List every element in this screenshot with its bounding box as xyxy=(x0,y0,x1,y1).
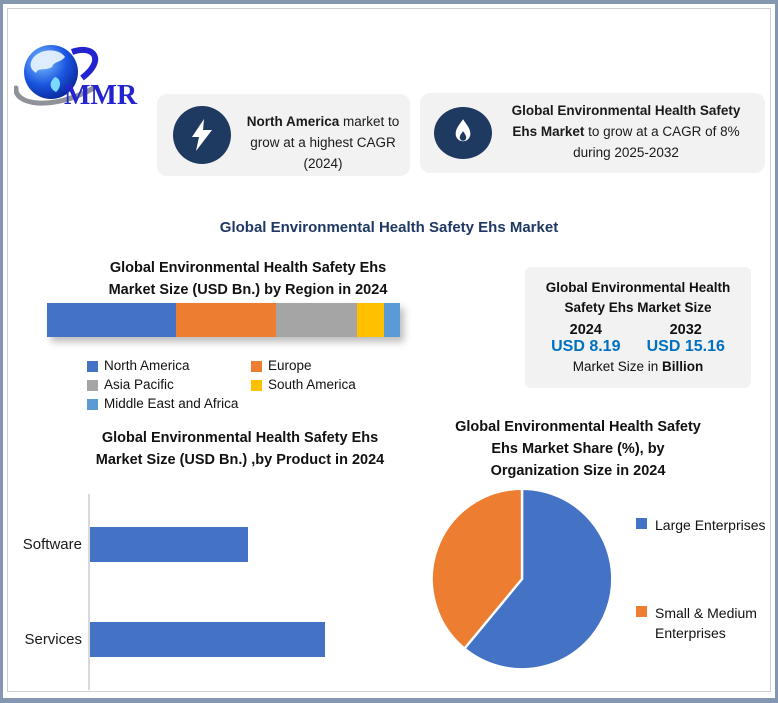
market-size-card xyxy=(525,267,751,388)
market-value-2024: USD 8.19 xyxy=(551,338,621,356)
market-size-values-row xyxy=(525,322,751,356)
footer-bold-text: Billion xyxy=(662,359,704,375)
pie-chart-title-line2: Ehs Market Share (%), by xyxy=(491,440,665,457)
legend-label: Europe xyxy=(268,358,312,373)
legend-marker xyxy=(87,380,98,391)
callout-text xyxy=(500,101,752,164)
mmr-logo xyxy=(14,36,146,110)
lightning-icon xyxy=(173,106,231,164)
pie-chart-title xyxy=(423,417,733,482)
flame-icon xyxy=(434,107,492,159)
region-stacked-bar xyxy=(47,303,400,337)
legend-label: Small & Medium Enterprises xyxy=(655,605,757,642)
market-size-title-line1: Global Environmental Health xyxy=(545,280,731,295)
frame-left xyxy=(0,0,3,703)
market-size-footer xyxy=(525,359,751,374)
callout-bold-text: North America xyxy=(246,114,340,129)
frame-bottom xyxy=(0,698,778,703)
product-bar-software xyxy=(90,527,248,562)
bar-segment-south-america xyxy=(357,303,385,337)
category-label-software: Software xyxy=(22,536,82,553)
legend-item-middle-east-africa xyxy=(87,396,251,412)
legend-marker xyxy=(87,361,98,372)
frame-top xyxy=(0,0,778,4)
product-chart-title-line2: Market Size (USD Bn.) ,by Product in 2024 xyxy=(95,451,385,468)
bar-segment-north-america xyxy=(47,303,176,337)
pie-chart-title-line1: Global Environmental Health Safety xyxy=(455,419,701,435)
footer-regular-text: Market Size in xyxy=(572,359,663,375)
legend-label: Middle East and Africa xyxy=(104,396,239,411)
legend-item-south-america xyxy=(251,377,417,393)
globe-icon xyxy=(14,36,146,110)
year-label-2024: 2024 xyxy=(569,322,602,339)
legend-label: Large Enterprises xyxy=(655,517,766,533)
product-bar-services xyxy=(90,622,325,657)
market-size-2032-col xyxy=(647,322,725,356)
product-chart-title-line1: Global Environmental Health Safety Ehs xyxy=(101,430,379,446)
callout-card-global-market xyxy=(420,93,765,173)
logo-text: MMR xyxy=(64,80,138,110)
year-label-2032: 2032 xyxy=(669,322,702,339)
region-chart-title-line1: Global Environmental Health Safety Ehs xyxy=(109,260,387,276)
callout-regular-text: to grow at a CAGR of 8% during 2025-2032 xyxy=(573,123,740,160)
pie-chart xyxy=(427,484,617,674)
legend-marker xyxy=(87,399,98,410)
market-size-title-line2: Safety Ehs Market Size xyxy=(564,299,712,315)
market-size-title xyxy=(525,278,751,317)
legend-marker xyxy=(251,361,262,372)
callout-regular-text: market to grow at a highest CAGR (2024) xyxy=(250,114,400,171)
legend-marker xyxy=(636,606,647,617)
callout-text xyxy=(239,112,407,175)
bar-segment-middle-east-africa xyxy=(384,303,400,337)
product-chart-title xyxy=(45,428,435,472)
region-chart-title xyxy=(38,258,458,302)
y-axis-line xyxy=(88,494,90,690)
legend-label: Asia Pacific xyxy=(104,377,174,392)
legend-item-asia-pacific xyxy=(87,377,251,393)
pie-chart-title-line3: Organization Size in 2024 xyxy=(490,462,666,479)
market-value-2032: USD 15.16 xyxy=(646,338,725,356)
legend-item-north-america xyxy=(87,358,251,374)
bar-segment-europe xyxy=(176,303,276,337)
region-chart-title-line2: Market Size (USD Bn.) by Region in 2024 xyxy=(108,281,388,298)
legend-label: South America xyxy=(268,377,356,392)
bar-segment-asia-pacific xyxy=(276,303,356,337)
legend-item-europe xyxy=(251,358,417,374)
legend-item-small-medium-enterprises xyxy=(636,603,777,644)
callout-bold-text: Global Environmental Health Safety Ehs Market xyxy=(511,103,741,139)
page-title: Global Environmental Health Safety Ehs Market xyxy=(219,219,559,236)
legend-marker xyxy=(636,518,647,529)
callout-card-north-america xyxy=(157,94,410,176)
category-label-services: Services xyxy=(24,631,82,648)
legend-marker xyxy=(251,380,262,391)
region-legend xyxy=(87,358,417,412)
legend-label: North America xyxy=(104,358,190,373)
legend-item-large-enterprises xyxy=(636,515,777,535)
market-size-2024-col xyxy=(551,322,620,356)
